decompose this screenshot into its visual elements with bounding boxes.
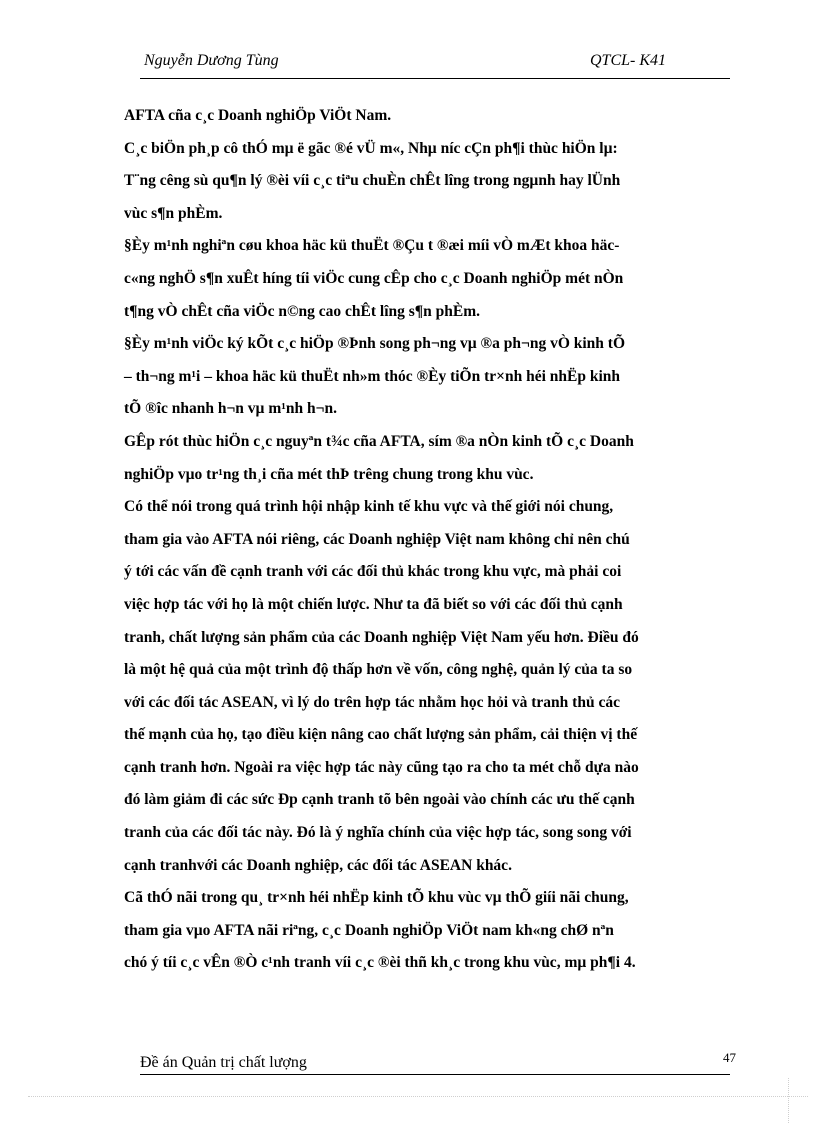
- page-footer: [140, 1050, 736, 1075]
- paragraph: [124, 328, 774, 426]
- text-line: §Èy m¹nh nghiªn cøu khoa häc kü thuËt ®Çu t ®æi míi vÒ mÆt khoa häc-: [124, 237, 620, 255]
- text-line: đó làm giảm đi các sức Ðp cạnh tranh tõ bên ngoài vào chính các ưu thế cạnh: [124, 791, 635, 809]
- text-line: chó ý tíi c¸c vÊn ®Ò c¹nh tranh víi c¸c ®èi thñ kh¸c trong khu vùc, mµ ph¶i 4.: [124, 954, 636, 972]
- text-line: tranh, chất lượng sản phẩm của các Doanh nghiệp Việt Nam yếu hơn. Điều đó: [124, 628, 639, 646]
- paragraph: [124, 100, 774, 133]
- page-bottom-divider: [28, 1096, 808, 1097]
- page-corner-marker: [788, 1078, 789, 1123]
- paragraph: [124, 882, 774, 980]
- text-line: AFTA cña c¸c Doanh nghiÖp ViÖt Nam.: [124, 107, 392, 124]
- text-line: việc hợp tác với họ là một chiến lược. Như ta đã biết so với các đối thủ cạnh: [124, 595, 623, 613]
- header-author: Nguyễn Dương Tùng: [144, 52, 279, 69]
- paragraph: [124, 230, 774, 328]
- paragraph: [124, 491, 774, 882]
- text-line: C¸c biÖn ph¸p cô thÓ mµ ë gãc ®é vÜ m«, Nhµ níc cÇn ph¶i thùc hiÖn lµ:: [124, 139, 618, 157]
- text-line: T¨ng cêng sù qu¶n lý ®èi víi c¸c tiªu chuÈn chÊt lîng trong ngµnh hay lÜnh: [124, 172, 621, 190]
- text-line: §Èy m¹nh viÖc ký kÕt c¸c hiÖp ®Þnh song ph¬ng vµ ®a ph¬ng vÒ kinh tÕ: [124, 335, 626, 353]
- text-line: – th¬ng m¹i – khoa häc kü thuËt nh»m thóc ®Èy tiÕn tr×nh héi nhËp kinh: [124, 367, 621, 385]
- text-line: t¶ng vÒ chÊt cña viÖc n©ng cao chÊt lîng s¶n phÈm.: [124, 302, 481, 320]
- page-number: 47: [723, 1050, 736, 1065]
- text-line: c«ng nghÖ s¶n xuÊt híng tíi viÖc cung cÊp cho c¸c Doanh nghiÖp mét nÒn: [124, 269, 624, 287]
- text-line: tham gia vµo AFTA nãi riªng, c¸c Doanh nghiÖp ViÖt nam kh«ng chØ nªn: [124, 921, 614, 939]
- footer-title: Đề án Quản trị chất lượng: [140, 1054, 307, 1071]
- text-line: GÊp rót thùc hiÖn c¸c nguyªn t¾c cña AFTA, sím ®a nÒn kinh tÕ c¸c Doanh: [124, 432, 634, 450]
- text-line: nghiÖp vµo tr¹ng th¸i cña mét thÞ trêng chung trong khu vùc.: [124, 465, 534, 483]
- text-line: tham gia vào AFTA nói riêng, các Doanh nghiệp Việt nam không chỉ nên chú: [124, 530, 630, 548]
- text-line: Cã thÓ nãi trong qu¸ tr×nh héi nhËp kinh tÕ khu vùc vµ thÕ giíi nãi chung,: [124, 889, 629, 907]
- document-body: [124, 100, 774, 980]
- page-header: [140, 50, 730, 79]
- text-line: cạnh tranhvới các Doanh nghiệp, các đối tác ASEAN khác.: [124, 856, 512, 874]
- paragraph: [124, 133, 774, 231]
- text-line: vùc s¶n phÈm.: [124, 204, 223, 222]
- text-line: là một hệ quả của một trình độ thấp hơn về vốn, công nghệ, quản lý của ta so: [124, 661, 633, 679]
- text-line: tÕ ®îc nhanh h¬n vµ m¹nh h¬n.: [124, 400, 337, 418]
- text-line: ý tới các vấn đề cạnh tranh với các đối thủ khác trong khu vực, mà phải coi: [124, 563, 622, 581]
- text-line: cạnh tranh hơn. Ngoài ra việc hợp tác này cũng tạo ra cho ta mét chỗ dựa nào: [124, 758, 639, 776]
- text-line: tranh của các đối tác này. Đó là ý nghĩa chính của việc hợp tác, song song với: [124, 824, 632, 842]
- text-line: thế mạnh của họ, tạo điều kiện nâng cao chất lượng sản phẩm, cải thiện vị thế: [124, 726, 638, 744]
- text-line: Có thể nói trong quá trình hội nhập kinh tế khu vực và thế giới nói chung,: [124, 498, 614, 516]
- paragraph: [124, 426, 774, 491]
- header-class-code: QTCL- K41: [590, 52, 667, 69]
- text-line: với các đối tác ASEAN, vì lý do trên hợp tác nhằm học hỏi và tranh thủ các: [124, 693, 620, 711]
